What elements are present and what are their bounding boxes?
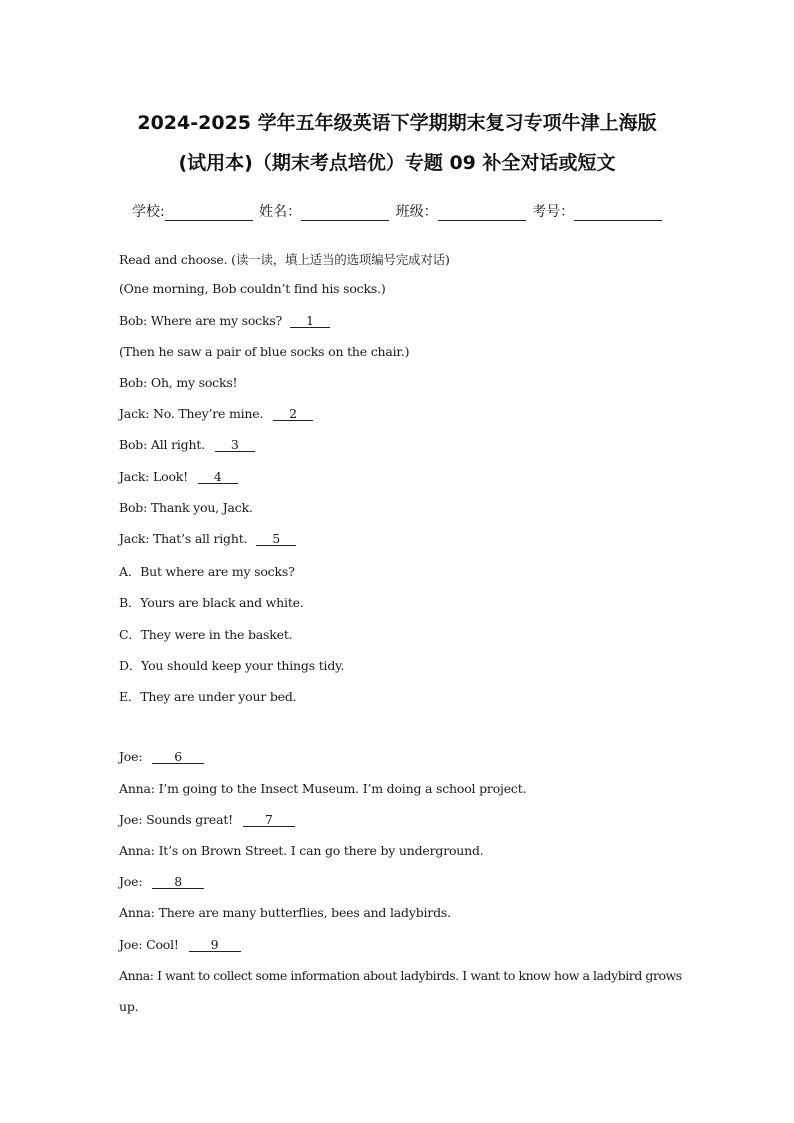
answer-blank: 2: [273, 407, 313, 421]
name-blank: [301, 205, 389, 221]
dialogue-line: Anna: I want to collect some information about ladybirds. I want to know how a ladybird grows: [119, 968, 682, 983]
dialogue-line: [119, 406, 313, 421]
school-label: 学校:: [132, 204, 165, 220]
dialogue-line: [119, 812, 295, 827]
option-d: D．You should keep your things tidy.: [119, 658, 345, 673]
document-title-line1: 2024-2025 学年五年级英语下学期期末复习专项牛津上海版: [137, 112, 657, 134]
option-e: E．They are under your bed.: [119, 689, 297, 704]
class-blank: [438, 205, 526, 221]
answer-blank: 5: [256, 532, 296, 546]
option-b: B．Yours are black and white.: [119, 595, 304, 610]
answer-blank: 7: [243, 813, 295, 827]
dialogue-text: Jack: No. They’re mine.: [119, 406, 264, 421]
dialogue-line-continuation: up.: [119, 999, 139, 1014]
option-c: C．They were in the basket.: [119, 627, 293, 642]
dialogue-text: Joe: Cool!: [119, 937, 179, 952]
dialogue-line: Anna: I’m going to the Insect Museum. I’m doing a school project.: [119, 781, 527, 796]
exam-number-label: 考号：: [532, 204, 575, 220]
scene-note: (One morning, Bob couldn’t find his socks.): [119, 281, 386, 296]
student-info-row: [132, 201, 672, 221]
dialogue-text: Jack: Look!: [119, 469, 188, 484]
document-title-line2: (试用本)（期末考点培优）专题 09 补全对话或短文: [178, 152, 616, 174]
dialogue-line: [119, 531, 296, 546]
option-a: A．But where are my socks?: [119, 564, 295, 579]
answer-blank: 1: [290, 314, 330, 328]
school-blank: [165, 205, 253, 221]
scene-note: (Then he saw a pair of blue socks on the chair.): [119, 344, 410, 359]
dialogue-line: [119, 437, 255, 452]
answer-blank: 4: [198, 470, 238, 484]
answer-blank: 8: [152, 875, 204, 889]
dialogue-line: Bob: Thank you, Jack.: [119, 500, 253, 515]
name-label: 姓名：: [259, 204, 302, 220]
dialogue-text: Joe:: [119, 874, 143, 889]
dialogue-text: Jack: That’s all right.: [119, 531, 248, 546]
dialogue-line: Anna: It’s on Brown Street. I can go there by underground.: [119, 843, 484, 858]
dialogue-line: [119, 874, 204, 889]
dialogue-text: Joe:: [119, 749, 143, 764]
dialogue-line: [119, 313, 330, 328]
dialogue-line: [119, 469, 238, 484]
dialogue-line: [119, 749, 204, 764]
dialogue-line: Bob: Oh, my socks!: [119, 375, 238, 390]
dialogue-text: Bob: All right.: [119, 437, 205, 452]
dialogue-line: Anna: There are many butterflies, bees and ladybirds.: [119, 905, 451, 920]
instruction: Read and choose. (读一读，填上适当的选项编号完成对话): [119, 252, 450, 267]
exam-number-blank: [574, 205, 662, 221]
dialogue-text: Joe: Sounds great!: [119, 812, 233, 827]
class-label: 班级：: [395, 204, 438, 220]
answer-blank: 9: [189, 938, 241, 952]
dialogue-text: Bob: Where are my socks?: [119, 313, 283, 328]
dialogue-line: [119, 937, 241, 952]
answer-blank: 3: [215, 438, 255, 452]
answer-blank: 6: [152, 750, 204, 764]
